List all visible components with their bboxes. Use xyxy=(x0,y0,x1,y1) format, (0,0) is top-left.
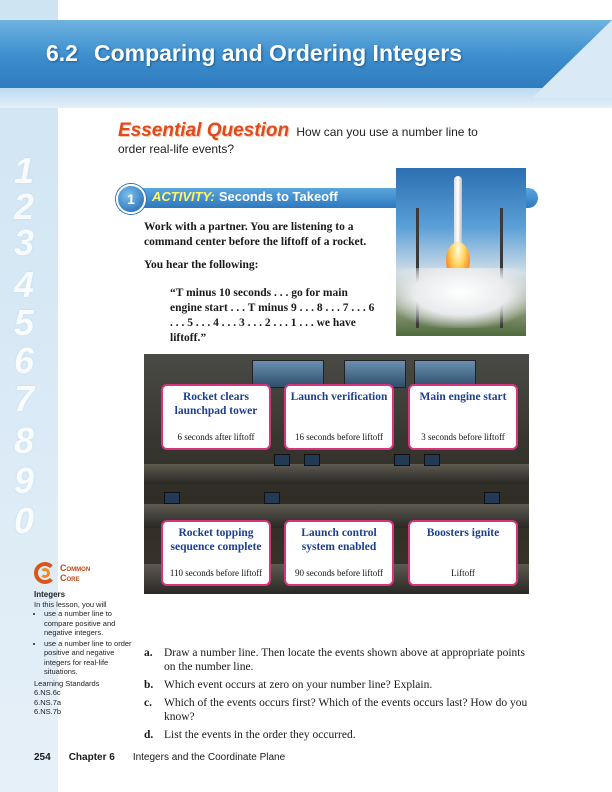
margin-digit: 6 xyxy=(14,340,35,381)
question-item xyxy=(144,728,534,742)
margin-digit: 1 xyxy=(14,150,35,191)
intro-paragraph: You hear the following: xyxy=(144,259,259,271)
event-detail: Liftoff xyxy=(451,568,475,578)
question-text: Which event occurs at zero on your number line? Explain. xyxy=(164,679,433,691)
event-card xyxy=(284,384,394,450)
margin-digit: 9 xyxy=(14,460,35,501)
common-core-logo-text xyxy=(60,563,90,583)
event-title: Launch control system enabled xyxy=(301,527,377,553)
console-row xyxy=(144,464,529,484)
monitor xyxy=(264,492,280,504)
event-card xyxy=(161,384,271,450)
common-core-topic: Integers xyxy=(34,590,66,599)
margin-digit: 5 xyxy=(14,302,35,343)
chapter-title: Integers and the Coordinate Plane xyxy=(132,752,286,763)
activity-title: Seconds to Takeoff xyxy=(218,189,338,204)
rocket-launch-photo xyxy=(396,168,526,336)
question-item xyxy=(144,646,534,674)
monitor xyxy=(394,454,410,466)
event-title: Boosters ignite xyxy=(426,527,500,539)
event-card xyxy=(284,520,394,586)
common-core-logo xyxy=(34,562,134,588)
objective-item: • use a number line to order positive and negative integers for real-life situations. xyxy=(44,639,134,677)
question-item xyxy=(144,696,534,724)
event-detail: 16 seconds before liftoff xyxy=(294,432,384,442)
event-title: Launch verification xyxy=(290,391,388,403)
essential-question-label: Essential Question xyxy=(118,120,290,141)
event-title: Rocket topping sequence complete xyxy=(170,527,262,553)
question-text: List the events in the order they occurred. xyxy=(164,729,356,741)
margin-digit: 8 xyxy=(14,420,35,461)
event-detail: 3 seconds before liftoff xyxy=(421,432,505,442)
margin-digit: 3 xyxy=(14,222,35,263)
launch-smoke xyxy=(396,268,526,328)
margin-digit: 4 xyxy=(14,264,35,305)
header-corner xyxy=(532,20,612,98)
page-number: 254 xyxy=(34,752,51,763)
page-title xyxy=(46,40,462,67)
monitor xyxy=(424,454,440,466)
page-footer xyxy=(34,752,434,763)
margin-digit: 7 xyxy=(14,378,35,419)
event-title: Main engine start xyxy=(419,391,507,403)
question-letter: d. xyxy=(144,729,154,741)
standard-code: 6.NS.6c xyxy=(34,688,61,697)
event-detail: 110 seconds before liftoff xyxy=(169,568,263,578)
common-core-sidebar xyxy=(34,562,134,717)
question-item xyxy=(144,678,534,692)
event-card xyxy=(408,520,518,586)
activity-label: ACTIVITY: xyxy=(152,189,215,204)
countdown-quote: “T minus 10 seconds . . . go for main engine start . . . T minus 9 . . . 8 . . . 7 . . . 6 . . . 5 . . . 4 . . . 3 . . . 2 . . . 1 . . . we have liftoff.” xyxy=(170,287,375,344)
question-letter: b. xyxy=(144,679,154,691)
question-text: Which of the events occurs first? Which of the events occurs last? How do you know? xyxy=(164,697,528,723)
question-letter: c. xyxy=(144,697,152,709)
section-number: 6.2 xyxy=(46,40,78,66)
logo-line: Common xyxy=(60,563,91,573)
activity-questions xyxy=(144,646,534,746)
intro-paragraph: Work with a partner. You are listening to a command center before the liftoff of a rocket. xyxy=(144,221,367,248)
common-core-icon-inner xyxy=(40,568,50,578)
event-detail: 90 seconds before liftoff xyxy=(294,568,384,578)
monitor xyxy=(304,454,320,466)
section-title: Comparing and Ordering Integers xyxy=(93,40,463,66)
question-text: Draw a number line. Then locate the events shown above at appropriate points on the number line. xyxy=(164,647,525,673)
rocket xyxy=(454,176,462,246)
margin-digit: 2 xyxy=(14,186,35,227)
essential-question-text: How can you use a number line to order real-life events? xyxy=(118,125,478,156)
event-card xyxy=(161,520,271,586)
event-detail: 6 seconds after liftoff xyxy=(177,432,255,442)
question-letter: a. xyxy=(144,647,153,659)
event-title: Rocket clears launchpad tower xyxy=(174,391,258,417)
margin-digit: 0 xyxy=(14,500,35,541)
common-core-intro: In this lesson, you will xyxy=(34,599,107,609)
activity-intro xyxy=(144,220,384,281)
event-card xyxy=(408,384,518,450)
monitor xyxy=(484,492,500,504)
monitor xyxy=(164,492,180,504)
objective-item: • use a number line to compare positive and negative integers. xyxy=(44,609,134,638)
standard-code: 6.NS.7b xyxy=(34,707,62,716)
chapter-label: Chapter 6 xyxy=(68,752,115,763)
common-core-objectives xyxy=(34,609,134,677)
essential-question xyxy=(118,122,498,158)
standard-code: 6.NS.7a xyxy=(34,697,62,707)
logo-line: Core xyxy=(60,573,80,583)
activity-number-badge: 1 xyxy=(116,184,146,214)
monitor xyxy=(274,454,290,466)
header-underband xyxy=(0,88,612,108)
standards-label: Learning Standards xyxy=(34,678,100,688)
activity-heading xyxy=(152,189,338,204)
